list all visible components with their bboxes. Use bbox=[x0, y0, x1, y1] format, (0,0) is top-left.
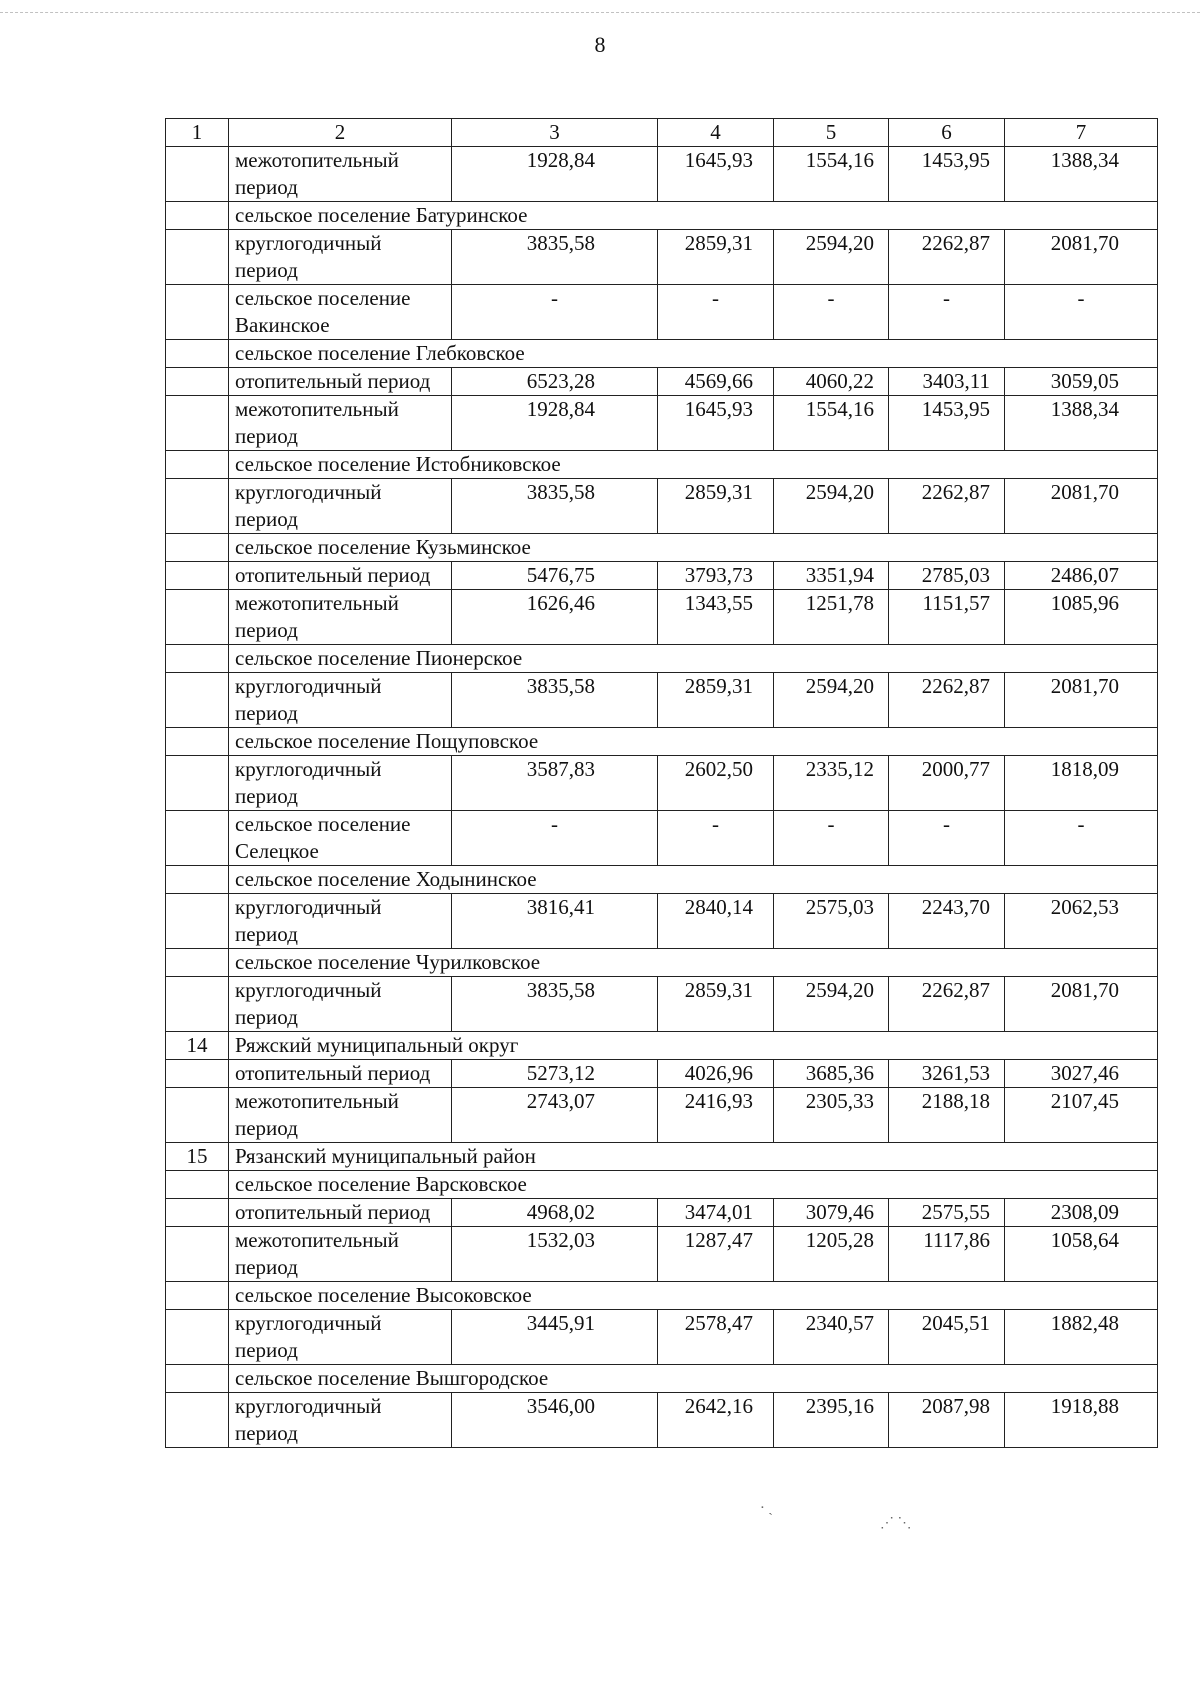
row-index-cell bbox=[166, 866, 229, 894]
value-cell: 1918,88 bbox=[1005, 1393, 1158, 1448]
period-label-cell: сельское поселение Селецкое bbox=[229, 811, 452, 866]
value-cell: 2107,45 bbox=[1005, 1088, 1158, 1143]
period-label-cell: круглогодичный период bbox=[229, 756, 452, 811]
value-cell: 2081,70 bbox=[1005, 673, 1158, 728]
row-index-cell bbox=[166, 1365, 229, 1393]
header-cell: 6 bbox=[889, 119, 1005, 147]
section-title-cell: сельское поселение Батуринское bbox=[229, 202, 1158, 230]
table-row-dash bbox=[166, 285, 1158, 340]
section-title-cell: сельское поселение Кузьминское bbox=[229, 534, 1158, 562]
value-cell: - bbox=[658, 811, 774, 866]
row-index-cell bbox=[166, 811, 229, 866]
table-row-period bbox=[166, 977, 1158, 1032]
value-cell: 1645,93 bbox=[658, 396, 774, 451]
value-cell: - bbox=[1005, 811, 1158, 866]
value-cell: - bbox=[774, 285, 889, 340]
value-cell: 1626,46 bbox=[452, 590, 658, 645]
period-label-cell: круглогодичный период bbox=[229, 977, 452, 1032]
value-cell: 3816,41 bbox=[452, 894, 658, 949]
value-cell: 2578,47 bbox=[658, 1310, 774, 1365]
section-title-cell: сельское поселение Вышгородское bbox=[229, 1365, 1158, 1393]
value-cell: - bbox=[1005, 285, 1158, 340]
table-row-period bbox=[166, 1393, 1158, 1448]
value-cell: 1388,34 bbox=[1005, 396, 1158, 451]
value-cell: 3587,83 bbox=[452, 756, 658, 811]
value-cell: 2188,18 bbox=[889, 1088, 1005, 1143]
value-cell: 2045,51 bbox=[889, 1310, 1005, 1365]
value-cell: 1085,96 bbox=[1005, 590, 1158, 645]
row-index-cell bbox=[166, 451, 229, 479]
row-index-cell bbox=[166, 147, 229, 202]
value-cell: 3351,94 bbox=[774, 562, 889, 590]
row-index-cell bbox=[166, 1227, 229, 1282]
value-cell: 2262,87 bbox=[889, 673, 1005, 728]
value-cell: 2859,31 bbox=[658, 977, 774, 1032]
table-row-settlement bbox=[166, 1282, 1158, 1310]
table-row-settlement bbox=[166, 1171, 1158, 1199]
value-cell: 2262,87 bbox=[889, 479, 1005, 534]
value-cell: 3835,58 bbox=[452, 230, 658, 285]
value-cell: 4569,66 bbox=[658, 368, 774, 396]
value-cell: 2743,07 bbox=[452, 1088, 658, 1143]
value-cell: - bbox=[889, 811, 1005, 866]
value-cell: 2602,50 bbox=[658, 756, 774, 811]
row-index-cell bbox=[166, 894, 229, 949]
row-index-cell bbox=[166, 562, 229, 590]
value-cell: 2081,70 bbox=[1005, 230, 1158, 285]
table-row-settlement bbox=[166, 340, 1158, 368]
period-label-cell: круглогодичный период bbox=[229, 894, 452, 949]
value-cell: 1818,09 bbox=[1005, 756, 1158, 811]
value-cell: 2642,16 bbox=[658, 1393, 774, 1448]
period-label-cell: межотопительный период bbox=[229, 396, 452, 451]
period-label-cell: межотопительный период bbox=[229, 1088, 452, 1143]
row-index-cell: 14 bbox=[166, 1032, 229, 1060]
row-index-cell bbox=[166, 977, 229, 1032]
value-cell: 5273,12 bbox=[452, 1060, 658, 1088]
value-cell: 5476,75 bbox=[452, 562, 658, 590]
value-cell: 1151,57 bbox=[889, 590, 1005, 645]
value-cell: 2840,14 bbox=[658, 894, 774, 949]
table-row-period bbox=[166, 230, 1158, 285]
table-row-settlement bbox=[166, 949, 1158, 977]
row-index-cell bbox=[166, 202, 229, 230]
section-title-cell: сельское поселение Пионерское bbox=[229, 645, 1158, 673]
period-label-cell: межотопительный период bbox=[229, 590, 452, 645]
period-label-cell: круглогодичный период bbox=[229, 1393, 452, 1448]
table-row-settlement bbox=[166, 1365, 1158, 1393]
value-cell: 2594,20 bbox=[774, 479, 889, 534]
table-row-settlement bbox=[166, 866, 1158, 894]
value-cell: 1117,86 bbox=[889, 1227, 1005, 1282]
value-cell: 1928,84 bbox=[452, 147, 658, 202]
row-index-cell bbox=[166, 1060, 229, 1088]
value-cell: 2087,98 bbox=[889, 1393, 1005, 1448]
value-cell: 1532,03 bbox=[452, 1227, 658, 1282]
period-label-cell: круглогодичный период bbox=[229, 230, 452, 285]
table-row-settlement bbox=[166, 645, 1158, 673]
header-cell: 1 bbox=[166, 119, 229, 147]
value-cell: 2308,09 bbox=[1005, 1199, 1158, 1227]
value-cell: 2859,31 bbox=[658, 230, 774, 285]
row-index-cell bbox=[166, 368, 229, 396]
value-cell: 2081,70 bbox=[1005, 977, 1158, 1032]
value-cell: 2486,07 bbox=[1005, 562, 1158, 590]
period-label-cell: отопительный период bbox=[229, 1199, 452, 1227]
value-cell: 3835,58 bbox=[452, 673, 658, 728]
table-row-period bbox=[166, 1227, 1158, 1282]
value-cell: 2062,53 bbox=[1005, 894, 1158, 949]
value-cell: 4968,02 bbox=[452, 1199, 658, 1227]
value-cell: 2594,20 bbox=[774, 977, 889, 1032]
table-row-dash bbox=[166, 811, 1158, 866]
value-cell: 2594,20 bbox=[774, 230, 889, 285]
value-cell: - bbox=[658, 285, 774, 340]
value-cell: 4060,22 bbox=[774, 368, 889, 396]
value-cell: 3403,11 bbox=[889, 368, 1005, 396]
row-index-cell bbox=[166, 1199, 229, 1227]
tariff-table-body bbox=[166, 119, 1158, 1448]
section-title-cell: сельское поселение Ходынинское bbox=[229, 866, 1158, 894]
table-row-period bbox=[166, 1310, 1158, 1365]
header-cell: 3 bbox=[452, 119, 658, 147]
period-label-cell: отопительный период bbox=[229, 562, 452, 590]
tariff-table bbox=[165, 118, 1158, 1448]
period-label-cell: межотопительный период bbox=[229, 147, 452, 202]
value-cell: 1645,93 bbox=[658, 147, 774, 202]
value-cell: 1554,16 bbox=[774, 147, 889, 202]
row-index-cell bbox=[166, 645, 229, 673]
value-cell: - bbox=[452, 811, 658, 866]
table-row-period bbox=[166, 1088, 1158, 1143]
table-row-settlement bbox=[166, 534, 1158, 562]
header-cell: 7 bbox=[1005, 119, 1158, 147]
table-row-period bbox=[166, 147, 1158, 202]
row-index-cell bbox=[166, 756, 229, 811]
value-cell: 2262,87 bbox=[889, 230, 1005, 285]
period-label-cell: межотопительный период bbox=[229, 1227, 452, 1282]
value-cell: - bbox=[452, 285, 658, 340]
period-label-cell: круглогодичный период bbox=[229, 479, 452, 534]
value-cell: 2859,31 bbox=[658, 673, 774, 728]
period-label-cell: круглогодичный период bbox=[229, 1310, 452, 1365]
value-cell: 1388,34 bbox=[1005, 147, 1158, 202]
value-cell: 2575,03 bbox=[774, 894, 889, 949]
row-index-cell bbox=[166, 534, 229, 562]
value-cell: 1554,16 bbox=[774, 396, 889, 451]
header-cell: 4 bbox=[658, 119, 774, 147]
table-row-period bbox=[166, 479, 1158, 534]
section-title-cell: сельское поселение Чурилковское bbox=[229, 949, 1158, 977]
value-cell: 2335,12 bbox=[774, 756, 889, 811]
row-index-cell bbox=[166, 590, 229, 645]
value-cell: 3835,58 bbox=[452, 977, 658, 1032]
section-title-cell: Ряжский муниципальный округ bbox=[229, 1032, 1158, 1060]
header-cell: 2 bbox=[229, 119, 452, 147]
period-label-cell: отопительный период bbox=[229, 1060, 452, 1088]
section-title-cell: сельское поселение Высоковское bbox=[229, 1282, 1158, 1310]
value-cell: 2416,93 bbox=[658, 1088, 774, 1143]
row-index-cell: 15 bbox=[166, 1143, 229, 1171]
value-cell: 1882,48 bbox=[1005, 1310, 1158, 1365]
value-cell: - bbox=[774, 811, 889, 866]
value-cell: 1205,28 bbox=[774, 1227, 889, 1282]
value-cell: 1251,78 bbox=[774, 590, 889, 645]
value-cell: 1343,55 bbox=[658, 590, 774, 645]
value-cell: 3835,58 bbox=[452, 479, 658, 534]
scan-artifact-line bbox=[0, 12, 1200, 15]
row-index-cell bbox=[166, 1282, 229, 1310]
value-cell: 3685,36 bbox=[774, 1060, 889, 1088]
table-row-settlement bbox=[166, 202, 1158, 230]
section-title-cell: сельское поселение Пощуповское bbox=[229, 728, 1158, 756]
value-cell: 1928,84 bbox=[452, 396, 658, 451]
value-cell: 2575,55 bbox=[889, 1199, 1005, 1227]
value-cell: 1287,47 bbox=[658, 1227, 774, 1282]
value-cell: 4026,96 bbox=[658, 1060, 774, 1088]
table-row-district bbox=[166, 1143, 1158, 1171]
value-cell: 3059,05 bbox=[1005, 368, 1158, 396]
table-row-period bbox=[166, 673, 1158, 728]
row-index-cell bbox=[166, 230, 229, 285]
value-cell: 2081,70 bbox=[1005, 479, 1158, 534]
table-row-period bbox=[166, 894, 1158, 949]
value-cell: 2243,70 bbox=[889, 894, 1005, 949]
row-index-cell bbox=[166, 340, 229, 368]
table-row-period bbox=[166, 562, 1158, 590]
row-index-cell bbox=[166, 728, 229, 756]
scan-speck: ⋰ ⋱ bbox=[880, 1516, 912, 1531]
table-row-period bbox=[166, 756, 1158, 811]
value-cell: 3079,46 bbox=[774, 1199, 889, 1227]
section-title-cell: сельское поселение Варсковское bbox=[229, 1171, 1158, 1199]
period-label-cell: отопительный период bbox=[229, 368, 452, 396]
table-row-period bbox=[166, 396, 1158, 451]
row-index-cell bbox=[166, 1310, 229, 1365]
table-row-period bbox=[166, 1060, 1158, 1088]
value-cell: 2340,57 bbox=[774, 1310, 889, 1365]
scan-speck: ⋅ ˎ bbox=[760, 1501, 773, 1516]
value-cell: 2395,16 bbox=[774, 1393, 889, 1448]
row-index-cell bbox=[166, 949, 229, 977]
period-label-cell: круглогодичный период bbox=[229, 673, 452, 728]
row-index-cell bbox=[166, 396, 229, 451]
table-row-period bbox=[166, 1199, 1158, 1227]
value-cell: 3793,73 bbox=[658, 562, 774, 590]
table-row-settlement bbox=[166, 451, 1158, 479]
page-number: 8 bbox=[594, 32, 606, 57]
period-label-cell: сельское поселение Вакинское bbox=[229, 285, 452, 340]
header-cell: 5 bbox=[774, 119, 889, 147]
value-cell: 2594,20 bbox=[774, 673, 889, 728]
value-cell: 3445,91 bbox=[452, 1310, 658, 1365]
value-cell: 3027,46 bbox=[1005, 1060, 1158, 1088]
row-index-cell bbox=[166, 1171, 229, 1199]
value-cell: 2262,87 bbox=[889, 977, 1005, 1032]
value-cell: 2305,33 bbox=[774, 1088, 889, 1143]
value-cell: 6523,28 bbox=[452, 368, 658, 396]
value-cell: 1453,95 bbox=[889, 396, 1005, 451]
table-row-settlement bbox=[166, 728, 1158, 756]
value-cell: 3474,01 bbox=[658, 1199, 774, 1227]
value-cell: - bbox=[889, 285, 1005, 340]
value-cell: 2785,03 bbox=[889, 562, 1005, 590]
row-index-cell bbox=[166, 1088, 229, 1143]
section-title-cell: Рязанский муниципальный район bbox=[229, 1143, 1158, 1171]
section-title-cell: сельское поселение Глебковское bbox=[229, 340, 1158, 368]
table-row-district bbox=[166, 1032, 1158, 1060]
row-index-cell bbox=[166, 673, 229, 728]
value-cell: 1453,95 bbox=[889, 147, 1005, 202]
table-header-row bbox=[166, 119, 1158, 147]
row-index-cell bbox=[166, 479, 229, 534]
value-cell: 2000,77 bbox=[889, 756, 1005, 811]
table-row-period bbox=[166, 590, 1158, 645]
row-index-cell bbox=[166, 285, 229, 340]
section-title-cell: сельское поселение Истобниковское bbox=[229, 451, 1158, 479]
value-cell: 1058,64 bbox=[1005, 1227, 1158, 1282]
value-cell: 3261,53 bbox=[889, 1060, 1005, 1088]
value-cell: 2859,31 bbox=[658, 479, 774, 534]
row-index-cell bbox=[166, 1393, 229, 1448]
table-row-period bbox=[166, 368, 1158, 396]
value-cell: 3546,00 bbox=[452, 1393, 658, 1448]
